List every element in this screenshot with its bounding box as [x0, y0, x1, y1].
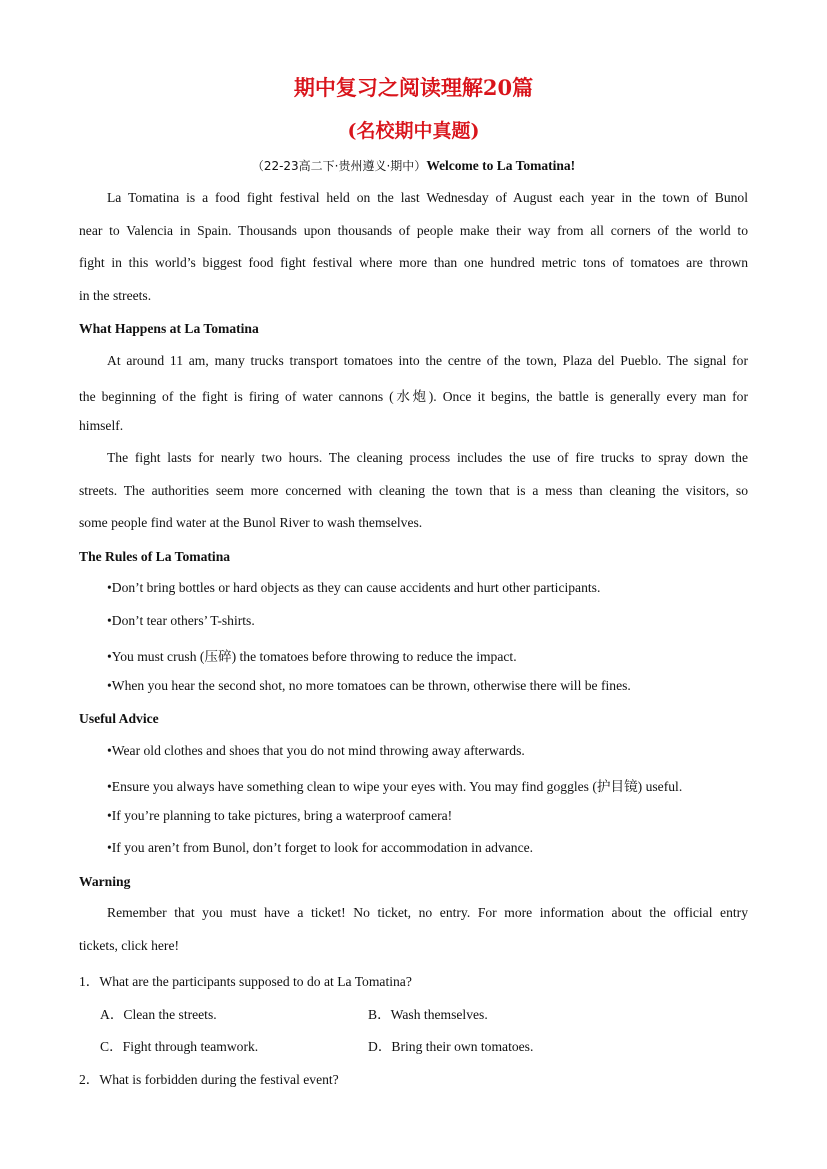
document-title: 期中复习之阅读理解20篇: [293, 75, 534, 100]
rule-bullet: •Don’t tear others’ T-shirts.: [107, 613, 255, 628]
section-heading: Warning: [79, 874, 131, 889]
paragraph-line: himself.: [79, 418, 124, 433]
advice-bullet: •If you aren’t from Bunol, don’t forget to look for accommodation in advance.: [107, 840, 534, 855]
paragraph-line: At around 11 am, many trucks transport tomatoes into the centre of the town, Plaza del Pueblo. The signal for: [107, 353, 748, 368]
paragraph-line: some people find water at the Bunol River to wash themselves.: [79, 515, 423, 530]
source-tag: （22-23高二下·贵州遵义·期中）: [251, 159, 427, 173]
answer-option-b[interactable]: B．Wash themselves.: [368, 1007, 488, 1022]
answer-option-d[interactable]: D．Bring their own tomatoes.: [368, 1039, 534, 1054]
advice-bullet: •Wear old clothes and shoes that you do not mind throwing away afterwards.: [107, 743, 525, 758]
intro-line: near to Valencia in Spain. Thousands upon thousands of people make their way from all corners of the world to: [79, 223, 748, 238]
question-stem: 2．What is forbidden during the festival event?: [79, 1072, 339, 1087]
answer-option-c[interactable]: C．Fight through teamwork.: [100, 1039, 259, 1054]
paragraph-line: The fight lasts for nearly two hours. The cleaning process includes the use of fire trucks to spray down the: [107, 450, 748, 465]
intro-line: fight in this world’s biggest food fight festival where more than one hundred metric tons of tomatoes are thrown: [79, 255, 748, 270]
advice-bullet: •Ensure you always have something clean to wipe your eyes with. You may find goggles (护目镜) useful.: [107, 779, 683, 794]
section-heading: Useful Advice: [79, 711, 159, 726]
answer-option-a[interactable]: A．Clean the streets.: [100, 1007, 217, 1022]
section-heading: What Happens at La Tomatina: [79, 321, 259, 336]
rule-bullet: •When you hear the second shot, no more tomatoes can be thrown, otherwise there will be fines.: [107, 678, 631, 693]
rule-bullet: •You must crush (压碎) the tomatoes before throwing to reduce the impact.: [107, 649, 517, 664]
intro-line: in the streets.: [79, 288, 152, 303]
paragraph-line: tickets, click here!: [79, 938, 180, 953]
paragraph-line: streets. The authorities seem more concerned with cleaning the town that is a mess than cleaning the visitors, so: [79, 483, 748, 498]
document-subtitle: (名校期中真题): [347, 120, 480, 142]
passage-title: Welcome to La Tomatina!: [426, 158, 576, 173]
paragraph-line: Remember that you must have a ticket! No ticket, no entry. For more information about the official entry: [107, 905, 748, 920]
question-stem: 1．What are the participants supposed to do at La Tomatina?: [79, 974, 412, 989]
intro-line: La Tomatina is a food fight festival held on the last Wednesday of August each year in the town of Bunol: [107, 190, 748, 205]
paragraph-line: the beginning of the fight is firing of water cannons (水炮). Once it begins, the battle is generally every man for: [79, 389, 748, 404]
advice-bullet: •If you’re planning to take pictures, bring a waterproof camera!: [107, 808, 453, 823]
rule-bullet: •Don’t bring bottles or hard objects as they can cause accidents and hurt other participants.: [107, 580, 601, 595]
section-heading: The Rules of La Tomatina: [79, 549, 231, 564]
passage-source-line: [0, 157, 827, 174]
